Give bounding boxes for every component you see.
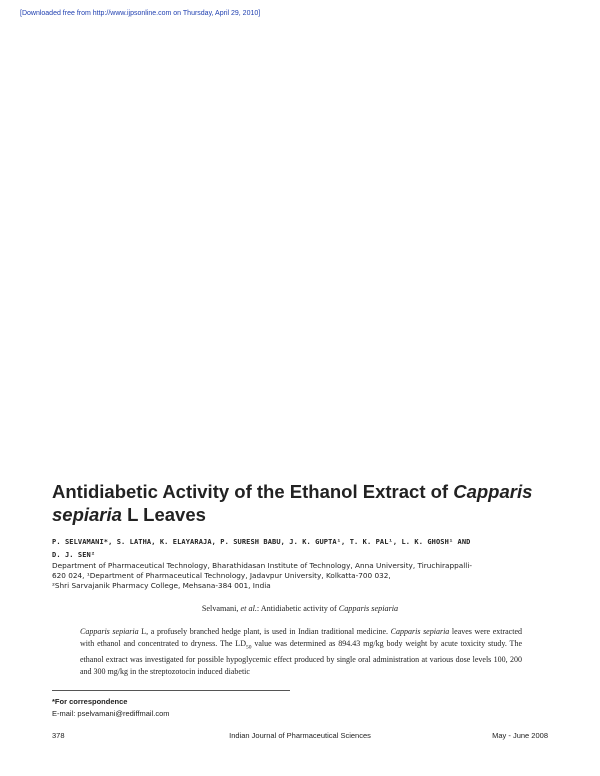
abstract [80, 626, 522, 679]
page-number: 378 [52, 731, 65, 740]
running-head-etal: et al. [240, 604, 257, 613]
abstract-species-1: Capparis sepiaria [80, 627, 139, 636]
running-head-author: Selvamani, [201, 604, 241, 613]
correspondence-label: *For correspondence [52, 697, 128, 706]
title-text: Antidiabetic Activity of the Ethanol Extract of [52, 481, 454, 502]
authors-line-2: D. J. SEN² [52, 551, 96, 559]
title-end: L Leaves [121, 504, 206, 525]
download-notice[interactable]: [Downloaded free from http://www.ijpsonline.com on Thursday, April 29, 2010] [20, 10, 261, 17]
title-species: sepiaria [52, 504, 122, 525]
correspondence-email: E-mail: pselvamani@rediffmail.com [52, 709, 170, 718]
running-head-species: Capparis sepiaria [338, 604, 399, 613]
title-genus: Capparis [453, 481, 533, 502]
abstract-text-3: value was determined as 894.43 mg/kg body weight by acute toxicity study. The ethanol extract was investigated for possible hypoglycemic effect produced by single oral administration at various dose levels 100, 200 and 300 mg/kg in the streptozotocin induced diabetic [80, 639, 522, 677]
footnote-divider [52, 690, 290, 691]
abstract-text-2: leaves were extracted with ethanol and concentrated to dryness. The LD [80, 627, 523, 649]
affiliation-line-1: Department of Pharmaceutical Technology, Bharathidasan Institute of Technology, Anna University, Tiruchirappalli- [52, 561, 472, 570]
journal-name: Indian Journal of Pharmaceutical Sciences [229, 731, 371, 740]
article-title [52, 480, 552, 526]
running-head [0, 604, 600, 613]
abstract-text-1: L, a profusely branched hedge plant, is used in Indian traditional medicine. [138, 627, 391, 636]
abstract-species-2: Capparis sepiaria [390, 627, 450, 636]
affiliation-line-3: ²Shri Sarvajanik Pharmacy College, Mehsana-384 001, India [52, 581, 271, 590]
running-head-topic: : Antidiabetic activity of [256, 604, 339, 613]
affiliation-line-2: 620 024, ¹Department of Pharmaceutical Technology, Jadavpur University, Kolkatta-700 032, [52, 571, 391, 580]
issue-date: May - June 2008 [492, 731, 548, 740]
authors-line-1: P. SELVAMANI*, S. LATHA, K. ELAYARAJA, P. SURESH BABU, J. K. GUPTA¹, T. K. PAL¹, L. K. GHOSH¹ AND [52, 538, 471, 546]
ld50-subscript: 50 [245, 644, 252, 651]
author-list [52, 536, 552, 562]
affiliations [52, 561, 562, 591]
